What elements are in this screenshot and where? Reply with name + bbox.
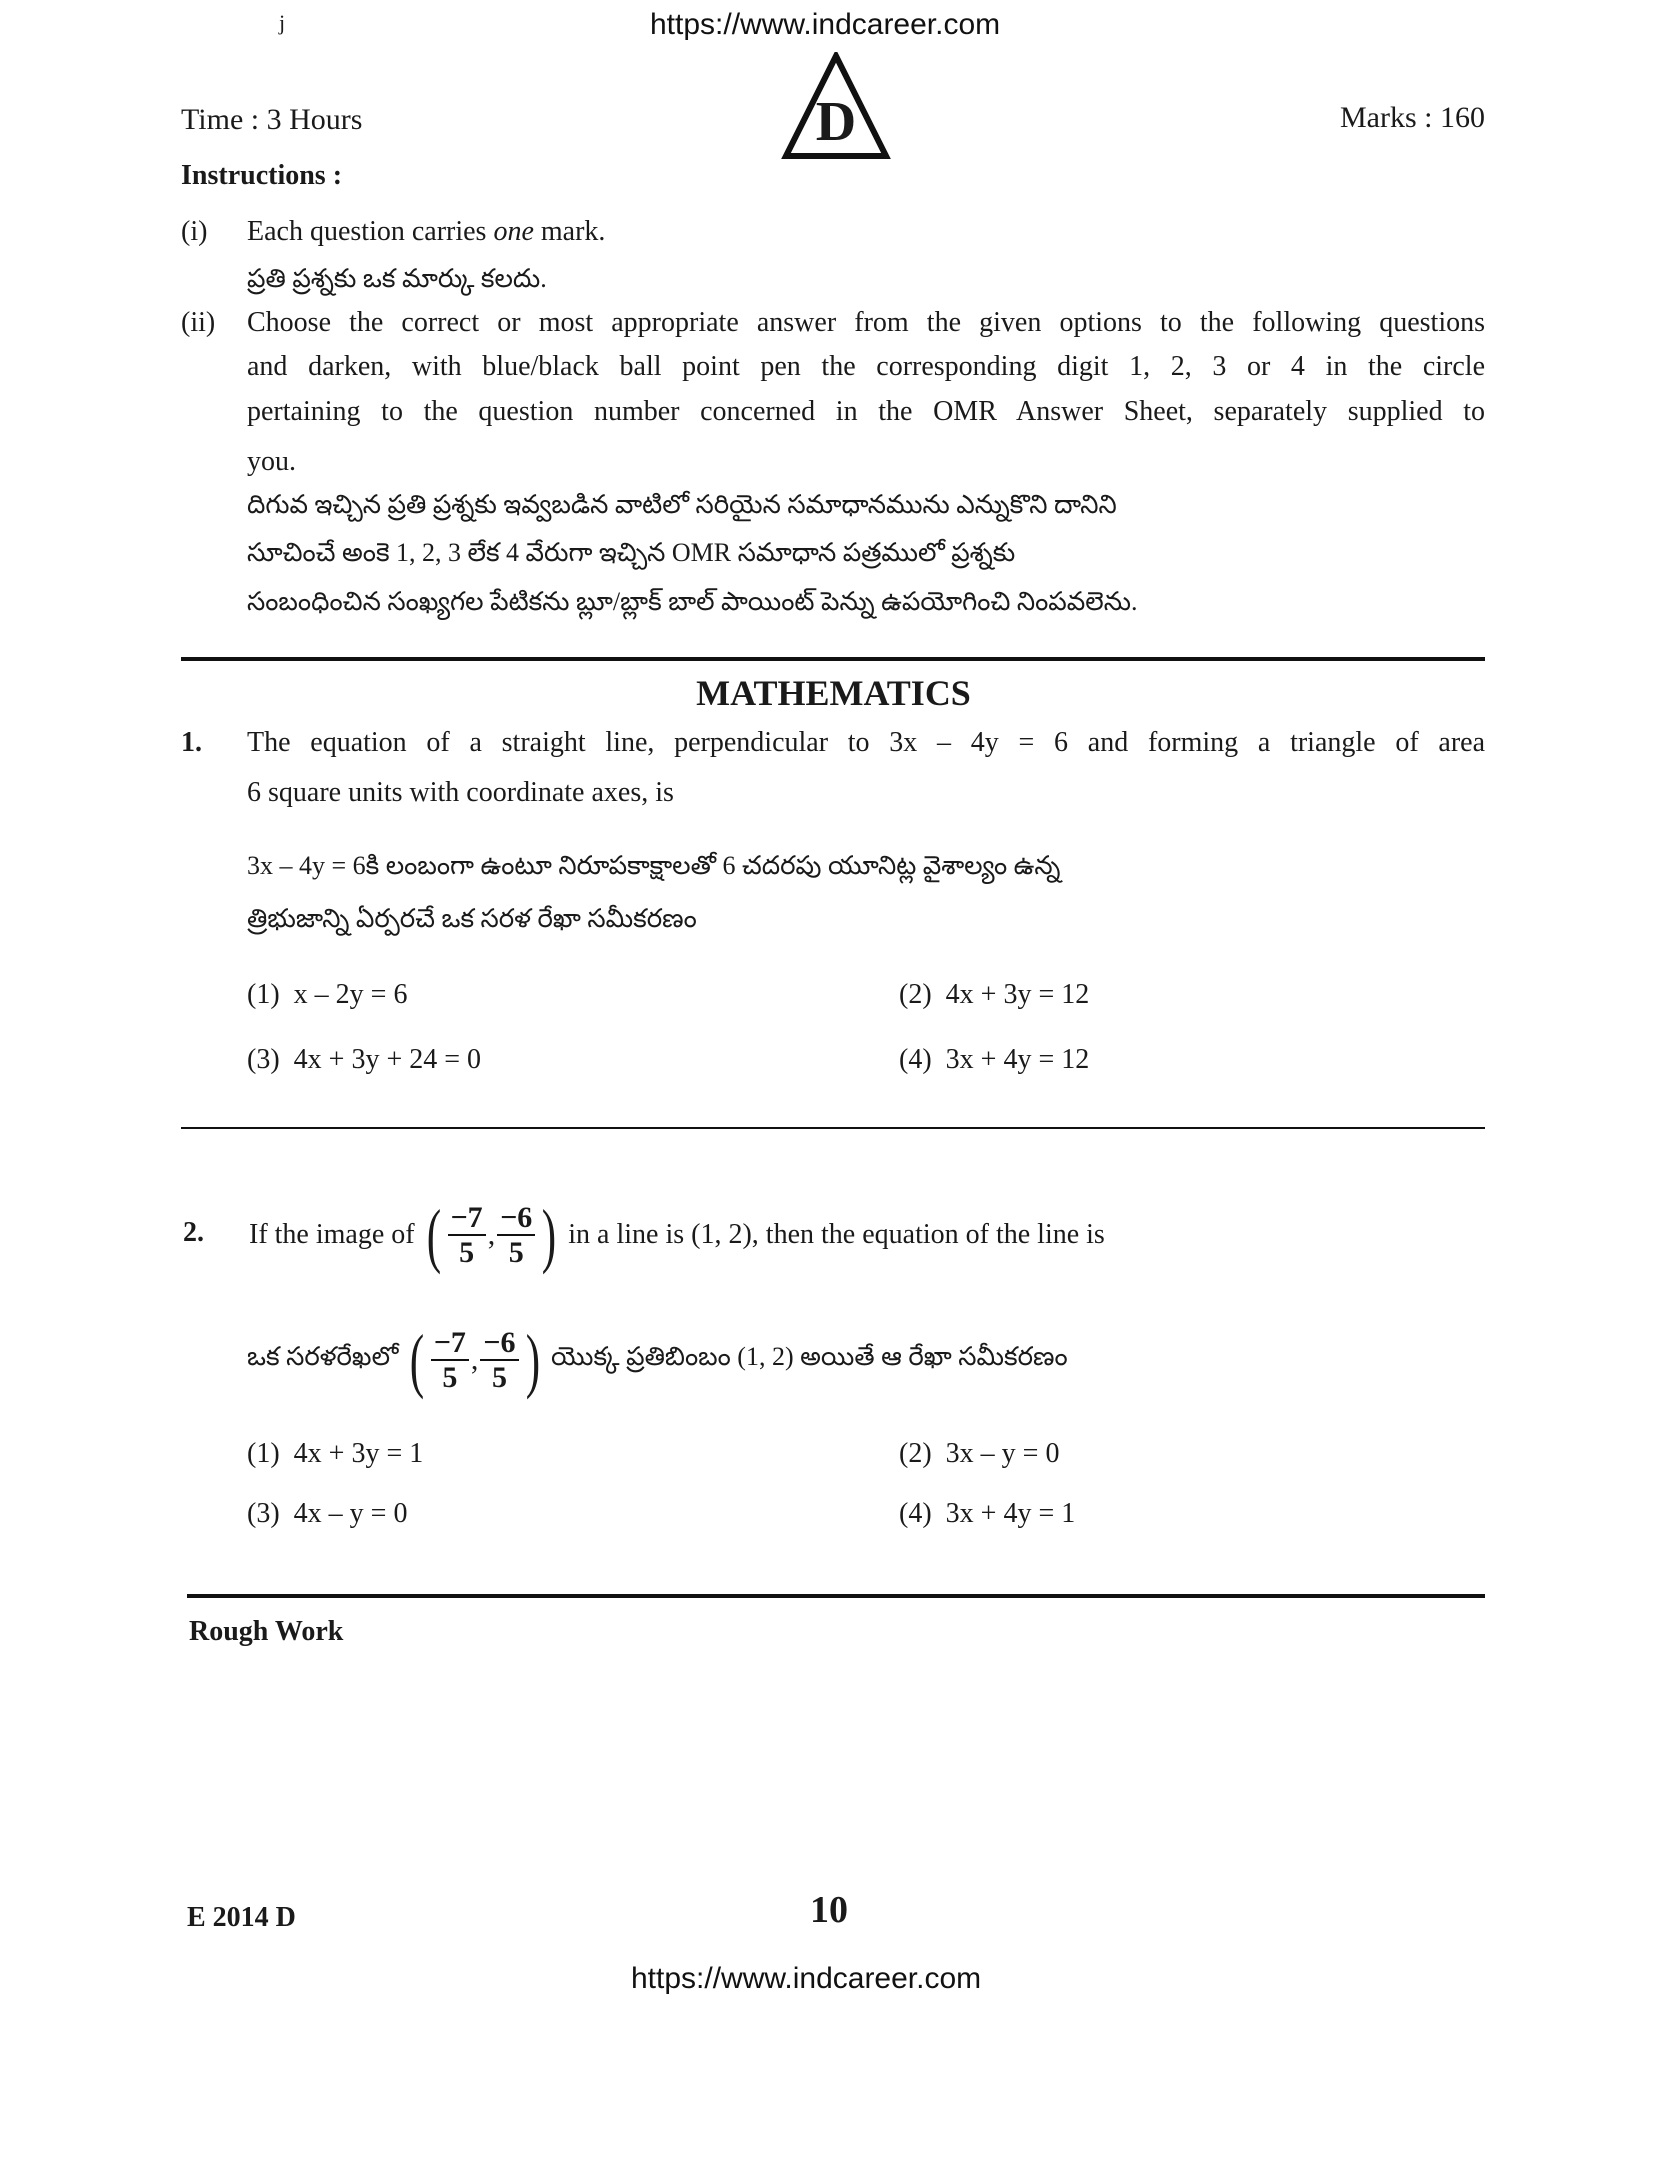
option-text: 3x – y = 0 bbox=[945, 1438, 1060, 1469]
stray-mark: j bbox=[279, 10, 286, 35]
option-3[interactable] bbox=[247, 1498, 407, 1530]
fraction bbox=[431, 1326, 469, 1394]
option-text: 4x – y = 0 bbox=[293, 1498, 408, 1529]
option-text: 4x + 3y = 1 bbox=[293, 1438, 424, 1469]
time-label: Time : 3 Hours bbox=[181, 103, 363, 136]
option-num: (1) bbox=[247, 979, 280, 1010]
option-text: 3x + 4y = 12 bbox=[945, 1044, 1090, 1075]
fraction bbox=[480, 1326, 518, 1394]
option-num: (4) bbox=[899, 1044, 932, 1075]
question-divider bbox=[181, 1127, 1485, 1129]
text: mark. bbox=[533, 216, 606, 247]
text: Each question carries bbox=[247, 216, 494, 247]
fraction bbox=[448, 1201, 486, 1269]
fraction-point: ( $\frac{-7}{5}$ , $\frac{-6}{5}$ ) bbox=[409, 1320, 540, 1400]
section-divider bbox=[187, 1594, 1485, 1598]
option-num: (2) bbox=[899, 1438, 932, 1469]
emphasis: one bbox=[493, 216, 534, 247]
option-num: (4) bbox=[899, 1498, 932, 1529]
denominator: 5 bbox=[442, 1361, 458, 1394]
set-code: D bbox=[815, 91, 857, 153]
numerator: −6 bbox=[480, 1326, 518, 1361]
instruction-num: (i) bbox=[181, 216, 208, 247]
denominator: 5 bbox=[491, 1361, 507, 1394]
marks-label: Marks : 160 bbox=[1340, 101, 1485, 134]
instruction-1-en bbox=[247, 216, 605, 248]
option-3[interactable] bbox=[247, 1044, 481, 1076]
numerator: −6 bbox=[497, 1201, 535, 1236]
paren: ( bbox=[426, 1195, 441, 1275]
numerator: −7 bbox=[448, 1201, 486, 1236]
option-1[interactable] bbox=[247, 979, 407, 1011]
option-1[interactable] bbox=[247, 1438, 423, 1470]
question-number: 2. bbox=[183, 1217, 204, 1248]
question-1-en-line: The equation of a straight line, perpendicular to 3x – 4y = 6 and forming a triangle of area bbox=[247, 727, 1485, 758]
instruction-2-en-line: Choose the correct or most appropriate answer from the given options to the following questions bbox=[247, 307, 1485, 338]
text: If the image of bbox=[249, 1219, 415, 1250]
denominator: 5 bbox=[508, 1236, 524, 1269]
instruction-2-te-line: దిగువ ఇచ్చిన ప్రతి ప్రశ్నకు ఇవ్వబడిన వాటిలో సరియైన సమాధానమును ఎన్నుకొని దానిని bbox=[247, 490, 1117, 519]
option-4[interactable] bbox=[899, 1498, 1075, 1530]
option-2[interactable] bbox=[899, 979, 1089, 1011]
option-text: x – 2y = 6 bbox=[293, 979, 408, 1010]
instruction-1-te: ప్రతి ప్రశ్నకు ఒక మార్కు కలదు. bbox=[247, 264, 547, 293]
option-num: (3) bbox=[247, 1498, 280, 1529]
subject-title: MATHEMATICS bbox=[696, 673, 971, 713]
question-2-en bbox=[249, 1190, 1105, 1280]
set-code-triangle-icon bbox=[780, 52, 892, 160]
question-1-te-line: త్రిభుజాన్ని ఏర్పరచే ఒక సరళ రేఖా సమీకరణం bbox=[247, 904, 697, 933]
fraction bbox=[497, 1201, 535, 1269]
option-2[interactable] bbox=[899, 1438, 1059, 1470]
option-text: 3x + 4y = 1 bbox=[945, 1498, 1076, 1529]
option-text: 4x + 3y = 12 bbox=[945, 979, 1090, 1010]
option-num: (2) bbox=[899, 979, 932, 1010]
question-1-en-line: 6 square units with coordinate axes, is bbox=[247, 777, 674, 808]
paren: ( bbox=[409, 1320, 425, 1400]
instruction-num: (ii) bbox=[181, 307, 216, 338]
fraction-point: ( $\frac{-7}{5}$ , $\frac{-6}{5}$ ) bbox=[426, 1195, 557, 1275]
question-1-te-line: 3x – 4y = 6కి లంబంగా ఉంటూ నిరూపకాక్షాలతో 6 చదరపు యూనిట్ల వైశాల్యం ఉన్న bbox=[247, 851, 1061, 880]
rough-work-label: Rough Work bbox=[189, 1616, 344, 1647]
watermark-bottom: https://www.indcareer.com bbox=[631, 1962, 982, 1995]
paper-code: E 2014 D bbox=[187, 1902, 296, 1933]
section-divider bbox=[181, 657, 1485, 661]
option-num: (3) bbox=[247, 1044, 280, 1075]
instructions-heading: Instructions : bbox=[181, 160, 343, 191]
instruction-2-en-line: and darken, with blue/black ball point pen the corresponding digit 1, 2, 3 or 4 in the circle bbox=[247, 351, 1485, 382]
option-num: (1) bbox=[247, 1438, 280, 1469]
watermark-top: https://www.indcareer.com bbox=[650, 8, 1001, 41]
paren: ) bbox=[525, 1320, 540, 1400]
option-4[interactable] bbox=[899, 1044, 1089, 1076]
instruction-2-te-line: సంబంధించిన సంఖ్యగల పేటికను బ్లూ/బ్లాక్ బాల్ పాయింట్ పెన్ను ఉపయోగించి నింపవలెను. bbox=[247, 587, 1138, 616]
paren: ) bbox=[542, 1195, 557, 1275]
numerator: −7 bbox=[431, 1326, 469, 1361]
instruction-2-en-line: pertaining to the question number concerned in the OMR Answer Sheet, separately supplied to bbox=[247, 396, 1485, 427]
text: ఒక సరళరేఖలో bbox=[247, 1342, 399, 1371]
instruction-2-en-line: you. bbox=[247, 446, 296, 477]
question-2-te bbox=[247, 1315, 1068, 1405]
denominator: 5 bbox=[459, 1236, 475, 1269]
instruction-2-te-line: సూచించే అంకె 1, 2, 3 లేక 4 వేరుగా ఇచ్చిన OMR సమాధాన పత్రములో ప్రశ్నకు bbox=[247, 538, 1016, 567]
question-number: 1. bbox=[181, 727, 202, 758]
text: in a line is (1, 2), then the equation of the line is bbox=[568, 1219, 1105, 1250]
option-text: 4x + 3y + 24 = 0 bbox=[293, 1044, 482, 1075]
text: యొక్క ప్రతిబింబం (1, 2) అయితే ఆ రేఖా సమీకరణం bbox=[551, 1342, 1068, 1371]
page-number: 10 bbox=[810, 1889, 848, 1931]
